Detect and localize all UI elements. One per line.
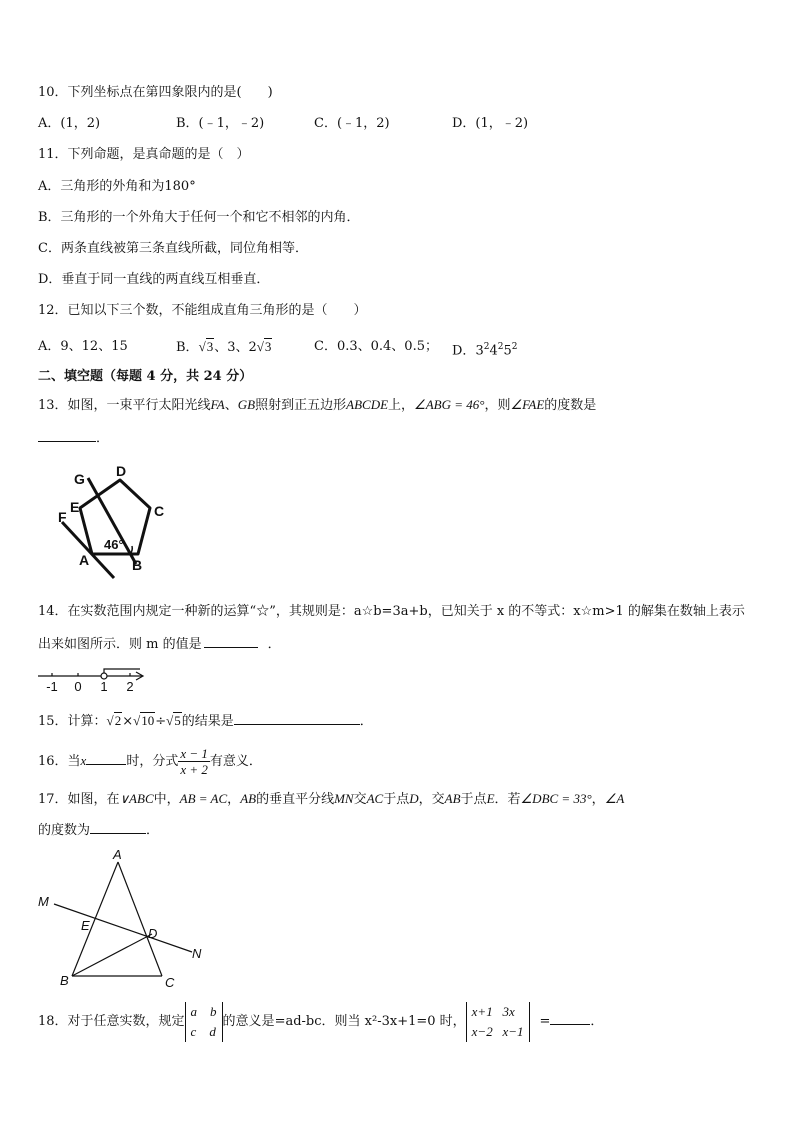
math-angle-dbc: ∠DBC = 33° xyxy=(520,791,592,806)
exponent: 2 xyxy=(483,342,490,352)
text: 于点 xyxy=(460,792,487,807)
answer-blank[interactable] xyxy=(204,647,258,648)
exponent: 2 xyxy=(511,342,518,352)
q11-option-a: A．三角形的外角和为180° xyxy=(38,179,196,194)
det-entry: x+1 xyxy=(471,1003,493,1019)
det-entry: b xyxy=(210,1003,217,1019)
text: ，交 xyxy=(418,792,445,807)
sqrt-symbol: √5 xyxy=(166,713,181,728)
text: 17．如图，在 xyxy=(38,792,120,807)
q12-option-d xyxy=(452,338,517,360)
q11-option-c: C．两条直线被第三条直线所截，同位角相等． xyxy=(38,241,308,256)
segment-bd xyxy=(72,934,152,976)
q17-line2 xyxy=(38,822,159,840)
fraction xyxy=(178,746,210,777)
text: 18．对于任意实数，规定 xyxy=(38,1014,185,1029)
sqrt-symbol: √2 xyxy=(106,713,122,728)
label-e: E xyxy=(70,499,80,515)
q10-option-c: C．(﹣1，2) xyxy=(314,116,390,131)
side-ab xyxy=(72,862,118,976)
line-mn xyxy=(54,904,192,952)
text: 中， xyxy=(153,792,180,807)
tick-label: 2 xyxy=(126,679,134,694)
pentagon-figure xyxy=(50,460,180,586)
label-m: M xyxy=(38,894,49,909)
text: 的度数是 xyxy=(544,398,597,413)
tick-label: 0 xyxy=(74,679,82,694)
q17-line1 xyxy=(38,790,624,809)
solution-ray xyxy=(104,669,140,676)
det-row xyxy=(191,1022,217,1042)
base: 3 xyxy=(475,343,484,359)
math-d: D xyxy=(409,791,419,806)
q15-line xyxy=(38,712,373,731)
math-ab: AB xyxy=(444,791,461,806)
label-c: C xyxy=(154,503,165,519)
q10-option-a: A．(1，2) xyxy=(38,116,101,131)
tick-label: 1 xyxy=(100,679,108,694)
math-ac: AC xyxy=(366,791,384,806)
text: ． xyxy=(267,637,281,652)
label-b: B xyxy=(60,973,69,988)
answer-blank[interactable] xyxy=(90,833,146,834)
exponent: 2 xyxy=(497,342,504,352)
section-title: 二、填空题（每题 4 分，共 24 分） xyxy=(38,369,253,384)
math-mn: MN xyxy=(334,791,354,806)
determinant-x xyxy=(466,1002,530,1042)
radicand: 5 xyxy=(174,713,181,728)
det-entry: x−2 xyxy=(471,1023,493,1039)
text: ．若 xyxy=(494,792,521,807)
number-line xyxy=(36,664,150,694)
det-row xyxy=(191,1002,217,1022)
det-entry: x−1 xyxy=(502,1023,524,1039)
label-b: B xyxy=(132,557,143,573)
sqrt-symbol: √10 xyxy=(133,713,155,728)
text: ． xyxy=(590,1014,604,1029)
q12-option-b-mid: 、3、2 xyxy=(214,340,257,355)
det-entry: a xyxy=(190,1003,198,1019)
text: 照射到正五边形 xyxy=(255,398,347,413)
text: 13．如图，一束平行太阳光线 xyxy=(38,398,211,413)
q12-option-a: A．9、12、15 xyxy=(38,339,128,354)
base: 5 xyxy=(503,343,512,359)
q11-option-d: D．垂直于同一直线的两直线互相垂直． xyxy=(38,272,270,287)
text: ， xyxy=(591,792,605,807)
operator: ÷ xyxy=(155,714,167,729)
q12-stem: 12．已知以下三个数，不能组成直角三角形的是（ ） xyxy=(38,303,367,318)
numerator: x − 1 xyxy=(180,746,208,761)
radicand: 10 xyxy=(141,713,155,728)
text: 、 xyxy=(224,398,238,413)
radicand: 3 xyxy=(264,339,272,354)
text: 的结果是 xyxy=(181,714,234,729)
q10-option-b: B．(﹣1，﹣2) xyxy=(176,116,265,131)
det-entry: d xyxy=(209,1023,216,1039)
angle-label: 46° xyxy=(104,537,124,552)
math-triangle: ∨ABC xyxy=(119,791,154,806)
q14-line2 xyxy=(38,636,281,654)
math-angle-a: ∠A xyxy=(604,791,625,806)
label-a: A xyxy=(113,847,122,862)
text: 16．当 xyxy=(38,754,81,769)
label-d: D xyxy=(116,463,127,479)
label-c: C xyxy=(165,975,175,990)
text: ， xyxy=(227,792,241,807)
radicand: 2 xyxy=(114,713,122,728)
q16-line xyxy=(38,744,262,779)
text: 出来如图所示．则 m 的值是 xyxy=(38,637,202,652)
label-d: D xyxy=(148,926,158,941)
math-fa: FA xyxy=(210,397,225,412)
triangle-figure xyxy=(34,846,214,994)
text: 的度数为 xyxy=(38,823,91,838)
math-angle-abg: ∠ABG = 46° xyxy=(414,397,485,412)
base: 4 xyxy=(489,343,498,359)
q12-option-b xyxy=(176,338,272,357)
q12-option-c: C．0.3、0.4、0.5； xyxy=(314,339,438,354)
text: ． xyxy=(146,823,160,838)
determinant-abcd xyxy=(185,1002,223,1042)
sqrt-symbol: √3 xyxy=(198,339,214,354)
label-g: G xyxy=(74,471,85,487)
text: =ad-bc．则当 x²-3x+1=0 时， xyxy=(274,1014,466,1029)
label-a: A xyxy=(79,552,90,568)
math-ab: AB xyxy=(240,791,257,806)
text: 15．计算： xyxy=(38,714,107,729)
radicand: 3 xyxy=(206,339,214,354)
math-angle-fae: ∠FAE xyxy=(510,397,545,412)
q10-stem: 10．下列坐标点在第四象限内的是( ) xyxy=(38,85,273,100)
math-x: x xyxy=(80,753,87,768)
text: = xyxy=(539,1014,551,1029)
q13-stem xyxy=(38,396,596,415)
q18-line xyxy=(38,1000,603,1044)
q10-option-d: D．(1，﹣2) xyxy=(452,116,529,131)
label-f: F xyxy=(58,509,67,525)
det-entry: c xyxy=(190,1023,197,1039)
q12-option-b-prefix: B． xyxy=(176,340,199,355)
text: 上， xyxy=(388,398,415,413)
text: 于点 xyxy=(383,792,410,807)
text: 的意义是 xyxy=(222,1014,275,1029)
text: ． xyxy=(359,714,373,729)
text: 时，分式 xyxy=(126,754,179,769)
label-e: E xyxy=(81,918,90,933)
text: 的垂直平分线 xyxy=(256,792,335,807)
q11-option-b: B．三角形的一个外角大于任何一个和它不相邻的内角． xyxy=(38,210,360,225)
text: 交 xyxy=(353,792,367,807)
math-abcde: ABCDE xyxy=(346,397,389,412)
det-row xyxy=(472,1022,524,1042)
sqrt-symbol: √3 xyxy=(256,339,272,354)
math-gb: GB xyxy=(237,397,256,412)
operator: × xyxy=(122,714,134,729)
q11-stem: 11．下列命题，是真命题的是（ ） xyxy=(38,147,250,162)
text: 有意义． xyxy=(209,754,262,769)
det-row xyxy=(472,1002,524,1022)
answer-blank[interactable] xyxy=(234,724,360,725)
tick-label: -1 xyxy=(46,679,58,694)
q14-line1: 14．在实数范围内规定一种新的运算“☆”，其规则是：a☆b=3a+b，已知关于 x 的不等式：x☆m>1 的解集在数轴上表示 xyxy=(38,604,745,619)
answer-blank[interactable] xyxy=(550,1024,590,1025)
det-entry: 3x xyxy=(502,1003,515,1019)
math-ab-eq-ac: AB = AC xyxy=(179,791,228,806)
denominator: x + 2 xyxy=(180,762,208,777)
text: ，则 xyxy=(484,398,511,413)
q13-answer-line xyxy=(38,430,109,448)
math-e: E xyxy=(486,791,495,806)
answer-blank[interactable] xyxy=(38,441,96,442)
answer-blank[interactable] xyxy=(86,764,126,765)
q12-option-d-prefix: D． xyxy=(452,343,476,359)
label-n: N xyxy=(192,946,202,961)
text: ． xyxy=(96,431,110,446)
side-ac xyxy=(118,862,162,976)
